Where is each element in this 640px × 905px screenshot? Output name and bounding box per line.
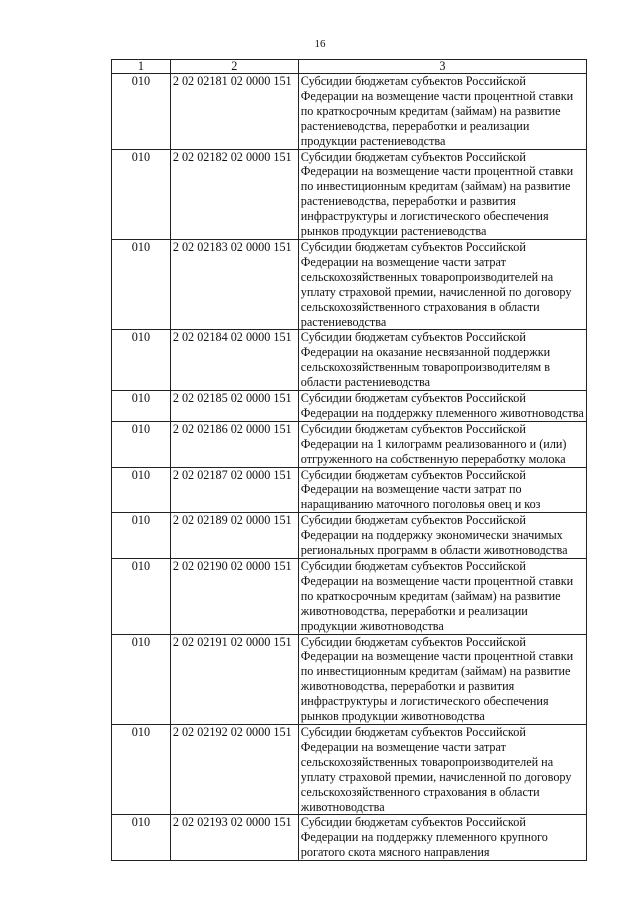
- admin-code-cell: 010: [112, 513, 171, 559]
- table-header-row: [112, 60, 587, 74]
- admin-code-cell: 010: [112, 634, 171, 724]
- admin-code-cell: 010: [112, 559, 171, 635]
- revenue-name-cell: Субсидии бюджетам субъектов Российской Федерации на возмещение части процентной ставки по краткосрочным кредитам (займам) на развитие растениеводства, переработки и реализации продукции растениеводства: [298, 74, 586, 150]
- revenue-name-cell: Субсидии бюджетам субъектов Российской Федерации на 1 килограмм реализованного и (или) отгруженного на собственную переработку молока: [298, 421, 586, 467]
- revenue-code-cell: 2 02 02183 02 0000 151: [170, 239, 298, 329]
- admin-code-cell: 010: [112, 421, 171, 467]
- revenue-code-cell: 2 02 02186 02 0000 151: [170, 421, 298, 467]
- revenue-code-cell: 2 02 02189 02 0000 151: [170, 513, 298, 559]
- admin-code-cell: 010: [112, 239, 171, 329]
- table-row: [112, 559, 587, 635]
- column-header-1: 1: [112, 60, 171, 74]
- table-row: [112, 634, 587, 724]
- table-row: [112, 149, 587, 239]
- admin-code-cell: 010: [112, 74, 171, 150]
- revenue-code-cell: 2 02 02187 02 0000 151: [170, 467, 298, 513]
- table-row: [112, 467, 587, 513]
- admin-code-cell: 010: [112, 815, 171, 861]
- admin-code-cell: 010: [112, 149, 171, 239]
- admin-code-cell: 010: [112, 724, 171, 814]
- revenue-name-cell: Субсидии бюджетам субъектов Российской Федерации на возмещение части процентной ставки по инвестиционным кредитам (займам) на развитие животноводства, переработки и развития инфраструктуры и логистического обеспечения рынков продукции животноводства: [298, 634, 586, 724]
- table-row: [112, 239, 587, 329]
- revenue-name-cell: Субсидии бюджетам субъектов Российской Федерации на возмещение части затрат сельскохозяйственных товаропроизводителей на уплату страховой премии, начисленной по договору сельскохозяйственного страхования в области растениеводства: [298, 239, 586, 329]
- revenue-name-cell: Субсидии бюджетам субъектов Российской Федерации на возмещение части процентной ставки по краткосрочным кредитам (займам) на развитие животноводства, переработки и реализации продукции животноводства: [298, 559, 586, 635]
- budget-codes-table: [111, 59, 587, 861]
- table-row: [112, 513, 587, 559]
- column-header-2: 2: [170, 60, 298, 74]
- table-row: [112, 330, 587, 391]
- revenue-code-cell: 2 02 02182 02 0000 151: [170, 149, 298, 239]
- admin-code-cell: 010: [112, 467, 171, 513]
- admin-code-cell: 010: [112, 391, 171, 422]
- page-number: 16: [314, 38, 326, 50]
- table-row: [112, 815, 587, 861]
- column-header-3: 3: [298, 60, 586, 74]
- revenue-name-cell: Субсидии бюджетам субъектов Российской Федерации на возмещение части затрат сельскохозяйственных товаропроизводителей на уплату страховой премии, начисленной по договору сельскохозяйственного страхования в области животноводства: [298, 724, 586, 814]
- revenue-code-cell: 2 02 02185 02 0000 151: [170, 391, 298, 422]
- revenue-name-cell: Субсидии бюджетам субъектов Российской Федерации на поддержку экономически значимых региональных программ в области животноводства: [298, 513, 586, 559]
- revenue-code-cell: 2 02 02181 02 0000 151: [170, 74, 298, 150]
- revenue-code-cell: 2 02 02190 02 0000 151: [170, 559, 298, 635]
- revenue-name-cell: Субсидии бюджетам субъектов Российской Федерации на поддержку племенного крупного рогатого скота мясного направления: [298, 815, 586, 861]
- revenue-name-cell: Субсидии бюджетам субъектов Российской Федерации на оказание несвязанной поддержки сельскохозяйственным товаропроизводителям в области растениеводства: [298, 330, 586, 391]
- revenue-code-cell: 2 02 02193 02 0000 151: [170, 815, 298, 861]
- table-row: [112, 421, 587, 467]
- revenue-code-cell: 2 02 02184 02 0000 151: [170, 330, 298, 391]
- revenue-name-cell: Субсидии бюджетам субъектов Российской Федерации на возмещение части процентной ставки по инвестиционным кредитам (займам) на развитие растениеводства, переработки и развития инфраструктуры и логистического обеспечения рынков продукции растениеводства: [298, 149, 586, 239]
- table-row: [112, 724, 587, 814]
- revenue-name-cell: Субсидии бюджетам субъектов Российской Федерации на возмещение части затрат по наращиванию маточного поголовья овец и коз: [298, 467, 586, 513]
- revenue-code-cell: 2 02 02191 02 0000 151: [170, 634, 298, 724]
- revenue-code-cell: 2 02 02192 02 0000 151: [170, 724, 298, 814]
- table-row: [112, 74, 587, 150]
- revenue-name-cell: Субсидии бюджетам субъектов Российской Федерации на поддержку племенного животноводства: [298, 391, 586, 422]
- table-row: [112, 391, 587, 422]
- admin-code-cell: 010: [112, 330, 171, 391]
